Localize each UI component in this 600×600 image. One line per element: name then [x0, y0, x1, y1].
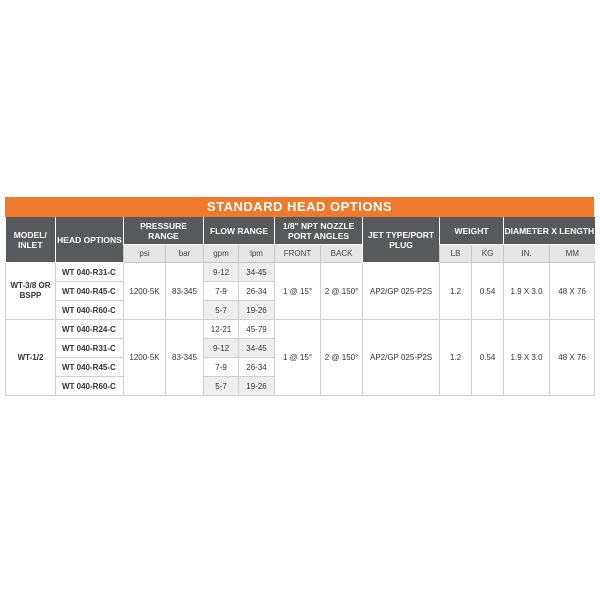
header-head-options: HEAD OPTIONS	[56, 217, 124, 263]
head-option-cell: WT 040-R60-C	[56, 301, 124, 320]
head-option-cell: WT 040-R45-C	[56, 358, 124, 377]
header-weight: WEIGHT	[440, 217, 504, 245]
lpm-cell: 26-34	[239, 282, 275, 301]
subheader-mm: MM	[550, 245, 595, 263]
header-flow-range: FLOW RANGE	[204, 217, 275, 245]
psi-cell: 1200-5K	[124, 263, 166, 320]
lpm-cell: 19-26	[239, 377, 275, 396]
header-nozzle-port-angles: 1/8" NPT NOZZLE PORT ANGLES	[275, 217, 363, 245]
front-angle-cell: 1 @ 15°	[275, 320, 321, 396]
table-row	[6, 263, 595, 282]
weight-lb-cell: 1.2	[440, 320, 472, 396]
back-angle-cell: 2 @ 150°	[321, 263, 363, 320]
model-inlet-cell: WT-3/8 OR BSPP	[6, 263, 56, 320]
head-option-cell: WT 040-R31-C	[56, 263, 124, 282]
diameter-in-cell: 1.9 X 3.0	[504, 320, 550, 396]
table-title: STANDARD HEAD OPTIONS	[5, 197, 594, 217]
bar-cell: 83-345	[166, 320, 204, 396]
subheader-in: IN.	[504, 245, 550, 263]
gpm-cell: 9-12	[204, 339, 239, 358]
lpm-cell: 26-34	[239, 358, 275, 377]
lpm-cell: 19-26	[239, 301, 275, 320]
table-row	[6, 320, 595, 339]
subheader-kg: KG	[472, 245, 504, 263]
subheader-lpm: lpm	[239, 245, 275, 263]
jet-type-cell: AP2/GP 025-P2S	[363, 320, 440, 396]
gpm-cell: 5-7	[204, 377, 239, 396]
gpm-cell: 5-7	[204, 301, 239, 320]
header-jet-type: JET TYPE/PORT PLUG	[363, 217, 440, 263]
header-pressure-range: PRESSURE RANGE	[124, 217, 204, 245]
weight-lb-cell: 1.2	[440, 263, 472, 320]
subheader-lb: LB	[440, 245, 472, 263]
header-diameter-length: DIAMETER X LENGTH	[504, 217, 595, 245]
head-options-table	[5, 217, 595, 396]
weight-kg-cell: 0.54	[472, 263, 504, 320]
jet-type-cell: AP2/GP 025-P2S	[363, 263, 440, 320]
gpm-cell: 7-9	[204, 358, 239, 377]
subheader-back: BACK	[321, 245, 363, 263]
lpm-cell: 34-45	[239, 263, 275, 282]
gpm-cell: 7-9	[204, 282, 239, 301]
front-angle-cell: 1 @ 15°	[275, 263, 321, 320]
weight-kg-cell: 0.54	[472, 320, 504, 396]
lpm-cell: 34-45	[239, 339, 275, 358]
model-inlet-cell: WT-1/2	[6, 320, 56, 396]
subheader-bar: bar	[166, 245, 204, 263]
head-option-cell: WT 040-R24-C	[56, 320, 124, 339]
psi-cell: 1200-5K	[124, 320, 166, 396]
gpm-cell: 12-21	[204, 320, 239, 339]
lpm-cell: 45-79	[239, 320, 275, 339]
subheader-front: FRONT	[275, 245, 321, 263]
bar-cell: 83-345	[166, 263, 204, 320]
gpm-cell: 9-12	[204, 263, 239, 282]
head-option-cell: WT 040-R60-C	[56, 377, 124, 396]
diameter-mm-cell: 48 X 76	[550, 320, 595, 396]
back-angle-cell: 2 @ 150°	[321, 320, 363, 396]
subheader-gpm: gpm	[204, 245, 239, 263]
subheader-psi: psi	[124, 245, 166, 263]
head-options-table-container	[5, 197, 594, 396]
head-option-cell: WT 040-R31-C	[56, 339, 124, 358]
head-option-cell: WT 040-R45-C	[56, 282, 124, 301]
diameter-mm-cell: 48 X 76	[550, 263, 595, 320]
header-model-inlet: MODEL/ INLET	[6, 217, 56, 263]
diameter-in-cell: 1.9 X 3.0	[504, 263, 550, 320]
